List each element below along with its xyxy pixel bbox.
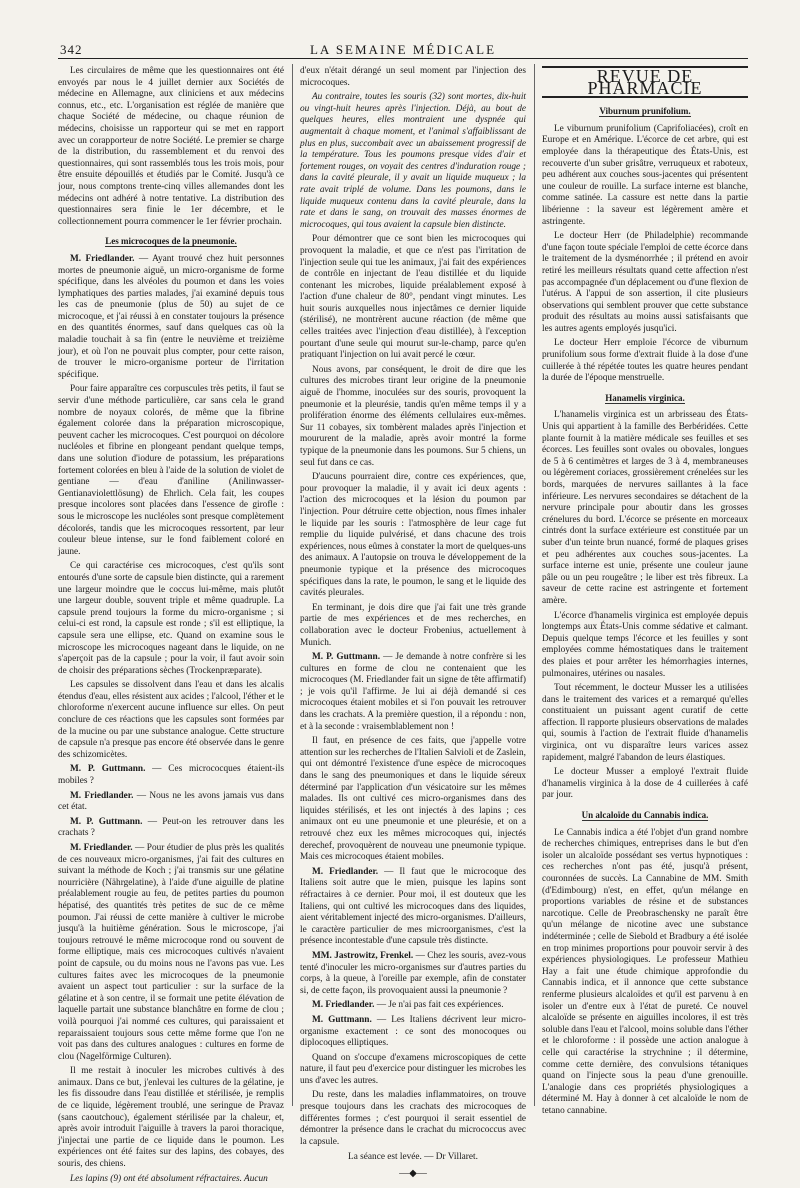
speaker: M. Friedlander. xyxy=(70,790,134,801)
dialogue: M. Friedlander. — Il faut que le microcoque des Italiens soit autre que le mien, puisque les lapins sont réfractaires à ce dernier. Pour moi, il est douteux que les Italiens, qui ont cultivé les microcoques dans des liquides, aient véritablement injecté des micro-organismes. D'ailleurs, le caractère particulier de mes microorganismes, c'est la présence incontestable d'une capsule très distincte. xyxy=(300,866,527,947)
paragraph: d'eux n'était dérangé un seul moment par l'injection des microcoques. xyxy=(300,66,526,88)
column-1 xyxy=(58,66,284,1188)
section-title: Les microcoques de la pneumonie. xyxy=(105,236,237,247)
paragraph: Pour démontrer que ce sont bien les microcoques qui provoquent la maladie, et que ce n'est pas l'irritation de l'injection seule qui tue les animaux, j'ai fait des expériences de contrôle en injectant de l'eau distillée et du liquide contenant les microbes, liquide préalablement exposé à l'action d'une chaleur de 80°, pendant vingt minutes. Les huit souris auxquelles nous injectâmes ce dernier liquide (stérilisé), ne montrèrent aucune réaction (de même que celles traitées avec l'injection d'eau distillée), à l'exception pourtant d'une seule qui mourut sur-le-champ, parce qu'en pratiquant l'injection on lui avait percé le cœur. xyxy=(300,234,526,361)
paragraph: Le docteur Musser a employé l'extrait fluide d'hanamelis virginica à la dose de 4 cuillerées à café par jour. xyxy=(542,767,748,801)
speaker: M. Friedlander. xyxy=(70,253,135,264)
closing-line: La séance est levée. — Dr Villaret. xyxy=(348,1152,478,1163)
dialogue: M. Friedlander. — Pour étudier de plus près les qualités de ces nouveaux micro-organismes, j'ai fait des cultures en suivant la méthode de Koch ; j'ai transmis sur une gélatine nourricière (Nährgelatine), à l'aide d'une aiguille de platine préalablement rougie au feu, de petites parties du poumon hépatisé, des quantités très petites de suc de ce même poumon. J'ai réussi de cette manière à cultiver le microbe jusqu'à la huitième génération. Sous le microscope, j'ai toujours retrouvé le même microcoque rond ou souvent de forme elliptique, mais ces microcoques cultivés n'avaient point de capsule, ou du moins nous ne l'avons pas vue. Les cultures faites avec les microcoques de la pneumonie avaient un aspect tout particulier : sur la surface de la gélatine et à son centre, il se formait une petite élévation de laquelle partait une substance blanchâtre en forme de clou ; voilà pourquoi j'ai nommé ces cultures, qui paraissaient et reparaissaient toujours sous cette même forme que l'on ne voit pas dans des cultures analogues : cultures en forme de clou (Nagelförmige Culturen). xyxy=(58,843,285,1062)
rubric-title: REVUE DE PHARMACIE xyxy=(542,66,748,98)
speaker: M. P. Guttmann. xyxy=(70,816,143,827)
speaker: M. Guttmann. xyxy=(312,1014,372,1025)
paragraph: L'hanamelis virginica est un arbrisseau des États-Unis qui appartient à la famille des Berbéridées. Cette plante fournit à la matière médicale ses feuilles et ses écorces. Les feuilles sont ovales ou obovales, longues de 5 à 6 centimètres et larges de 3 à 4, membraneuses ou légèrement coriaces, grossièrement crénelées sur les bords, marquées de nervures saillantes à la face inférieure. Les nervures secondaires se détachent de la nervure principale pour aboutir dans les grosses crénelures du bord. L'écorce se présente en morceaux cintrés dont la surface extérieure est constituée par un suber d'un teinte brun nuancé, formé de plaques grises et peu adhérentes aux couches sous-jacentes. La surface interne est unie, présente une couleur jaune pâle ou un peu rougeâtre ; le liber est très fibreux. La saveur de cette racine est astringente et fortement amère. xyxy=(542,410,748,606)
column-2 xyxy=(300,66,526,1180)
paragraph: Quand on s'occupe d'examens microscopiques de cette nature, il faut peu d'exercice pour distinguer les microbes les uns d'avec les autres. xyxy=(300,1052,526,1086)
paragraph: Du reste, dans les maladies inflammatoires, on trouve presque toujours dans les crachats des microcoques de différentes formes ; c'est pourquoi il serait essentiel de démontrer la présence dans le crachat du micrococcus avec la capsule. xyxy=(300,1090,526,1147)
page-header xyxy=(58,36,748,59)
paragraph: Les lapins (9) ont été absolument réfractaires. Aucun xyxy=(70,1173,268,1184)
dialogue: M. Guttmann. — Les Italiens décrivent leur micro-organisme exactement : ce sont des monocoques ou diplocoques elliptiques. xyxy=(300,1014,527,1049)
speaker: M. P. Guttmann. xyxy=(70,764,146,775)
speaker: MM. Jastrowitz, Frenkel. xyxy=(312,950,414,961)
paragraph: Il faut, en présence de ces faits, que j'appelle votre attention sur les recherches de l'Italien Salvioli et de Zaslein, qui ont démontré l'existence d'une espèce de microcoques dans le sang des pneumoniques et dans le liquide séreux déterminé par l'application d'un vésicatoire sur les mêmes malades. Ils ont cultivé ces micro-organismes dans des liquides stérilisés, et les ont injectés à des lapins ; ces animaux ont eu une pneumonie et une pleurésie, et on a retrouvé chez eux les mêmes microcoques qui, injectés derechef, provoquèrent de nouveau une pneumonie typique. Mais ces microcoques étaient mobiles. xyxy=(300,736,526,863)
paragraph: Le docteur Herr (de Philadelphie) recommande d'une façon toute spéciale l'emploi de cette écorce dans le traitement de la dysménorrhée ; il prétend en avoir retiré les meilleurs résultats quand cette affection n'est pas accompagnée d'un déplacement ou d'une flexion de l'utérus. A l'appui de son assertion, il cite plusieurs observations qui semblent prouver que cette substance produit des résultats au moins aussi satisfaisants que les autres agents employés jusqu'ici. xyxy=(542,231,748,334)
dialogue: MM. Jastrowitz, Frenkel. — Chez les souris, avez-vous tenté d'inoculer les micro-organismes sur d'autres parties du corps, à la queue, à l'oreille par exemple, afin de constater si, de cette façon, ils provoquaient aussi la pneumonie ? xyxy=(300,950,527,996)
paragraph: Tout récemment, le docteur Musser les a utilisées dans le traitement des varices et a remarqué qu'elles constituaient un puissant agent curatif de cette affection. Il rapporte plusieurs observations de malades qui, soumis à l'action de l'extrait fluide d'hanamelis virginica, ont vu disparaître leurs varices assez rapidement, malgré l'abandon de leurs élastiques. xyxy=(542,683,748,763)
paragraph: Le Cannabis indica a été l'objet d'un grand nombre de recherches chimiques, entreprises dans le but d'en isoler un alcaloïde possédant ses vertus hypnotiques : ces recherches n'ont pas été, jusqu'à présent, couronnées de succès. La Cannabine de MM. Smith (d'Edimbourg) n'est, en effet, qu'un mélange en proportions variables de résine et de substances narcotique. Celle de Preobraschensky ne paraît être qu'un mélange de nicotine avec une substance indéterminée ; celle de Siebold et Bradbury a été isolée en trop minimes proportions pour pouvoir servir à des expériences physiologiques. Le professeur Mathieu Hay a fait une étude chimique approfondie du Cannabis indica, et il annonce que cette substance renferme plusieurs alcaloïdes et qu'il est parvenu à en isoler un d'entre eux à l'état de pureté. Ce nouvel alcaloïde se présente en aiguilles incolores, il est très soluble dans l'eau et l'alcool, moins soluble dans l'éther et le chloroforme : il possède une action analogue à celle qui caractérise la strychnine ; il détermine, comme cette dernière, des convulsions tétaniques quand on l'injecte sous la peau d'une grenouille. L'analogie dans ces propriétés physiologiques a déterminé M. Hay à donner à cet alcaloïde le nom de tetano cannabine. xyxy=(542,827,748,1116)
paragraph: M. Friedlander. — Ayant trouvé chez huit personnes mortes de pneumonie aiguë, un micro-organisme de forme spécifique, dans les alvéoles du poumon et dans les voies lymphatiques des parties malades, j'ai examiné depuis tous les cas de pneumonie (plus de 50) au sujet de ce microcoque, et j'ai réussi à en constater toujours la présence en des quantités énormes, sauf dans quelques cas où la maladie touchait à sa fin (entre le neuvième et treizième jour), et où l'on ne pouvait plus compter, pour cette raison, de trouver le micro-organisme porteur de l'irritation spécifique. xyxy=(58,253,285,380)
dialogue: M. P. Guttmann. — Ces micrococques étaient-ils mobiles ? xyxy=(58,764,284,787)
speaker: M. Friedlander. xyxy=(312,866,379,877)
speaker: M. Friedlander. xyxy=(70,843,133,853)
paragraph: En terminant, je dois dire que j'ai fait une très grande partie de mes expériences et de mes recherches, en collaboration avec le docteur Frobenius, actuellement à Munich. xyxy=(300,602,526,648)
paragraph: Il me restait à inoculer les microbes cultivés à des animaux. Dans ce but, j'enlevai les cultures de la gélatine, je les fis dissoudre dans l'eau distillée et stérilisée, je remplis de ce liquide, légèrement troublé, une seringue de Pravaz (sans caoutchouc), également stérilisée par la chaleur, et, après avoir introduit l'aiguille à travers la paroi thoracique, j'injectai une partie de ce liquide dans le poumon. Les expériences ont été faites sur des lapins, des cobayes, des souris, des chiens. xyxy=(58,1066,284,1170)
page-number: 342 xyxy=(60,42,83,57)
dialogue: M. P. Guttmann. — Je demande à notre confrère si les cultures en forme de clou ne contenaient que les microcoques (M. Friedlander fait un signe de tête affirmatif) ; je vois qu'il l'affirme. Je lui ai déjà demandé si ces microcoques étaient mobiles et si l'on pouvait les retrouver dans les crachats. A la première question, il a répondu : non, et à la seconde : vraisemblablement non ! xyxy=(300,652,526,732)
paragraph: Au contraire, toutes les souris (32) sont mortes, dix-huit ou vingt-huit heures après l'injection. Déjà, au bout de quelques heures, elles montraient une dyspnée qui augmentait à chaque moment, et l'animal s'affaiblissant de plus en plus, succombait avec un abaissement progressif de la température. Tous les poumons presque vides d'air et fortement rouges, on voyait des centres d'induration rouge ; dans la cavité pleurale, il y avait un liquide muqueux ; la rate avait triplé de volume. Dans les poumons, dans le liquide muqueux contenu dans la cavité pleurale, dans la rate et dans le sang, on trouvait des masses énormes de microcoques, qui tous avaient la capsule bien distincte. xyxy=(300,92,526,230)
section-title: Viburnum prunifolium. xyxy=(599,106,691,117)
journal-title: LA SEMAINE MÉDICALE xyxy=(309,42,497,57)
paragraph: Le viburnum prunifolium (Caprifoliacées), croît en Europe et en Amérique. L'écorce de cet arbre, qui est employée dans la thérapeutique des États-Unis, est recouverte d'un suber grisâtre, verruqueux et raboteux, peu adhérent aux couches sous-jacentes qui présentent une couleur de rouille. La surface interne est blanche, comme satinée. La cassure est nette dans la partie libérienne : la saveur est légèrement amère et astringente. xyxy=(542,123,748,227)
paragraph: Le docteur Herr emploie l'écorce de viburnum prunifolium sous forme d'extrait fluide à la dose d'une cuillerée à thé répétée toutes les quatre heures pendant la durée de l'époque menstruelle. xyxy=(542,338,748,384)
section-title: Un alcaloïde du Cannabis indica. xyxy=(581,810,709,821)
section-title: Hanamelis virginica. xyxy=(605,392,685,403)
column-3 xyxy=(542,66,748,1120)
paragraph: Pour faire apparaître ces corpuscules très petits, il faut se servir d'une méthode particulière, car sans cela le grand nombre de noyaux colorés, de même que la fibrine également colorée dans la préparation microscopique, peuvent cacher les microcoques. C'est pourquoi on décolore nucléoles et fibrine en plongeant pendant quelque temps, dans une solution d'iodure de potassium, les préparations fortement colorées en bleu à l'aide de la solution de violet de gentiane — d'eau d'aniline (Anilinwasser-Gentianaviolettlösung) de Ehrlich. Cela fait, les coupes presque incolores sont placées dans l'essence de girofle : sous le microscope les nucléoles sont presque complètement décolorés, tandis que les microcoques ressortent, par leur couleur bleue intense, sur le fond faiblement coloré en jaune. xyxy=(58,384,284,557)
paragraph: Nous avons, par conséquent, le droit de dire que les cultures des microbes tirant leur origine de la pneumonie aiguë de l'homme, inoculées sur des souris, provoquent la pneumonie et la pleurésie, tandis qu'en même temps il y a prolifération énorme des éléments cellulaires eux-mêmes. Sur 11 cobayes, six tombèrent malades après l'injection et moururent de la maladie, après avoir montré la forme typique de la pneumonie dans les poumons. Sur 5 chiens, un seul fut dans ce cas. xyxy=(300,364,526,468)
dialogue: M. Friedlander. — Je n'ai pas fait ces expériences. xyxy=(312,1000,504,1011)
column-rule-1 xyxy=(292,64,293,1106)
speaker: M. P. Guttmann. xyxy=(312,652,381,663)
column-rule-2 xyxy=(534,64,535,1106)
ornament-divider: —◆— xyxy=(399,1168,427,1180)
paragraph: L'écorce d'hanamelis virginica est employée depuis longtemps aux États-Unis comme sédative et calmant. Depuis quelque temps l'écorce et les feuilles y sont employées comme hémostatiques dans le traitement des plaies et pour arrêter les hémorrhagies internes, pulmonaires, utérines ou nasales. xyxy=(542,610,748,679)
paragraph: D'aucuns pourraient dire, contre ces expériences, que, pour provoquer la maladie, il y avait ici deux agents : l'action des microcoques et la lésion du poumon par l'injection. Pour détruire cette objection, nous fîmes inhaler le liquide par les souris : l'atmosphère de leur cage fut remplie du liquide pulvérisé, et dans chacune des trois expériences, nous eûmes à constater la mort de quelques-uns des animaux. A l'autopsie on trouva le développement de la pneumonie typique et la présence des microcoques spécifiques dans la rate, le poumon, le sang et le liquide des cavités pleurales. xyxy=(300,472,526,599)
dialogue: M. P. Guttmann. — Peut-on les retrouver dans les crachats ? xyxy=(58,816,284,839)
paragraph: Les circulaires de même que les questionnaires ont été envoyés par nous le 4 juillet dernier aux Sociétés de médecine en Allemagne, aux cliniciens et aux médecins connus, etc., etc. L'organisation est réglée de manière que chaque Société de médecine, ou chaque réunion de médecins, choisisse un rapporteur qui se met en rapport avec un corapporteur de notre Société. Le premier se charge de la distribution, du rassemblement et du renvoi des questionnaires, qui sont rassemblés tous les trois mois, pour être ensuite dépouillés et étudiés par le Comité. Jusqu'à ce jour, nous comptons trente-cinq villes allemandes dont les médecins ont adhéré à notre tentative. La distribution des questionnaires sera finie le 1er décembre, et le collectionnement pourra commencer le 1er février prochain. xyxy=(58,66,284,227)
paragraph: Ce qui caractérise ces microcoques, c'est qu'ils sont entourés d'une sorte de capsule bien distincte, qui a rarement une largeur moindre que le coccus lui-même, mais plutôt une largeur double, souvent triple et même quadruple. La capsule prend toujours la forme du micro-organisme ; si celui-ci est rond, la capsule est ronde ; s'il est elliptique, la capsule sera une ellipse, etc. Quand on examine sous le microscope les microcoques nageant dans le liquide, on ne s'aperçoit pas de la capsule ; pour la voir, il faut avoir soin de choisir des préparations sèches (Trockenpræparate). xyxy=(58,561,284,676)
dialogue: M. Friedlander. — Nous ne les avons jamais vus dans cet état. xyxy=(58,790,284,813)
paragraph: Les capsules se dissolvent dans l'eau et dans les alcalis étendus d'eau, elles résistent aux acides ; l'alcool, l'éther et le chloroforme n'exercent aucune influence sur elles. On peut conclure de ces réactions que les capsules sont formées par de la mucine ou par une substance analogue. Cette structure de capsule n'a presque pas encore été observée dans le genre des schizomicètes. xyxy=(58,680,284,760)
speaker: M. Friedlander. xyxy=(312,1000,375,1011)
